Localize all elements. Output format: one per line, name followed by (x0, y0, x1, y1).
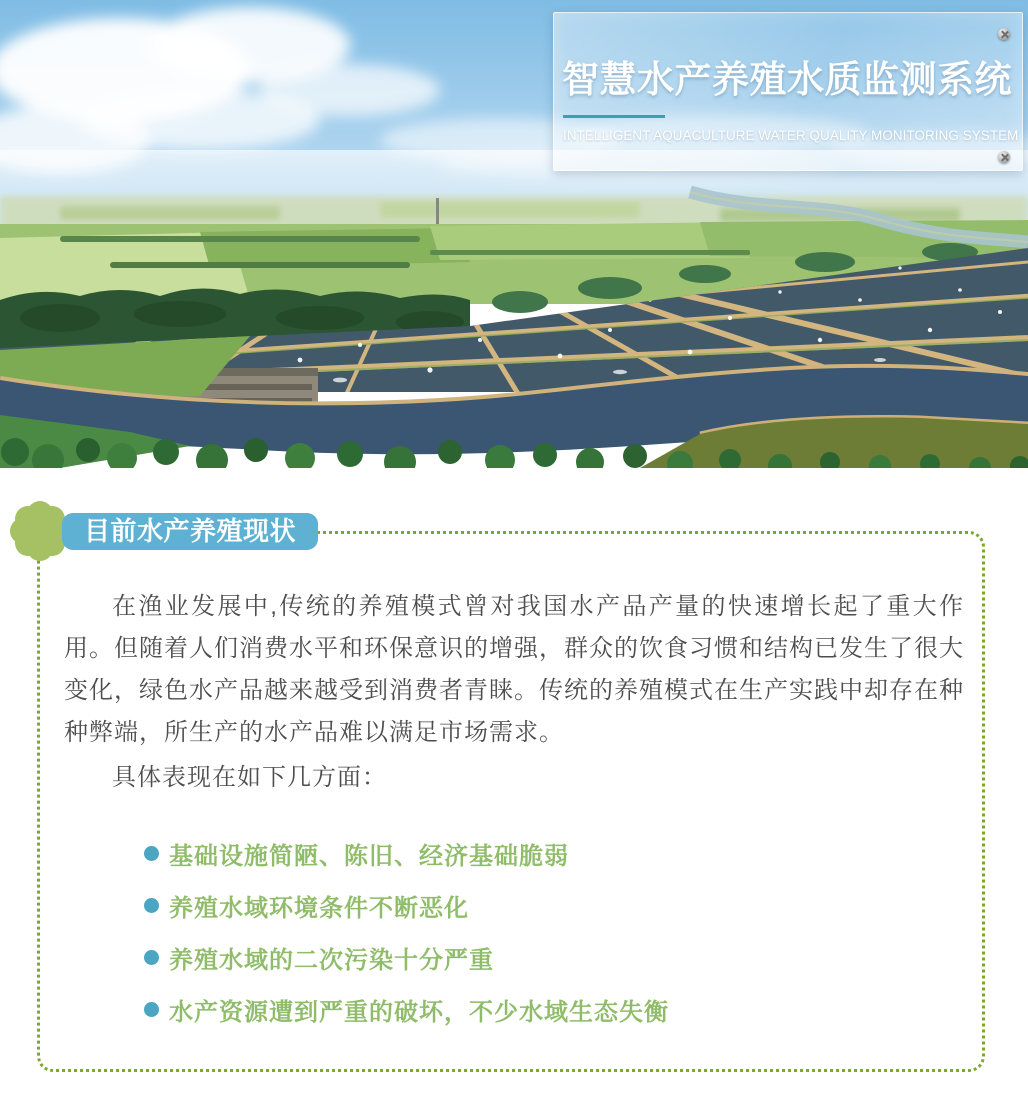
issue-list (144, 838, 669, 1046)
bullet-icon (144, 950, 159, 965)
title-underline (563, 115, 665, 118)
list-item-label: 养殖水域环境条件不断恶化 (169, 894, 469, 922)
screw-icon (998, 28, 1010, 40)
section-marker-blob-icon (10, 501, 70, 561)
bullet-icon (144, 846, 159, 861)
list-item (144, 838, 669, 868)
list-item-label: 水产资源遭到严重的破坏，不少水域生态失衡 (169, 998, 669, 1026)
section-title-badge: 目前水产养殖现状 (62, 513, 318, 550)
page-title: 智慧水产养殖水质监测系统 (562, 59, 1012, 100)
title-panel (553, 12, 1023, 171)
section-paragraph-lead: 具体表现在如下几方面： (112, 764, 387, 791)
list-item (144, 890, 669, 920)
list-item (144, 994, 669, 1024)
section-paragraph: 在渔业发展中,传统的养殖模式曾对我国水产品产量的快速增长起了重大作用。但随着人们消费水平和环保意识的增强，群众的饮食习惯和结构已发生了很大变化，绿色水产品越来越受到消费者青睐。传统的养殖模式在生产实践中却存在种种弊端，所生产的水产品难以满足市场需求。 (64, 593, 964, 746)
hero-banner (0, 0, 1028, 468)
list-item-label: 基础设施简陋、陈旧、经济基础脆弱 (169, 842, 569, 870)
list-item-label: 养殖水域的二次污染十分严重 (169, 946, 494, 974)
bullet-icon (144, 1002, 159, 1017)
screw-icon (998, 151, 1010, 163)
page-subtitle: INTELLIGENT AQUACULTURE WATER QUALITY MONITORING SYSTEM (563, 128, 1019, 143)
list-item (144, 942, 669, 972)
bullet-icon (144, 898, 159, 913)
